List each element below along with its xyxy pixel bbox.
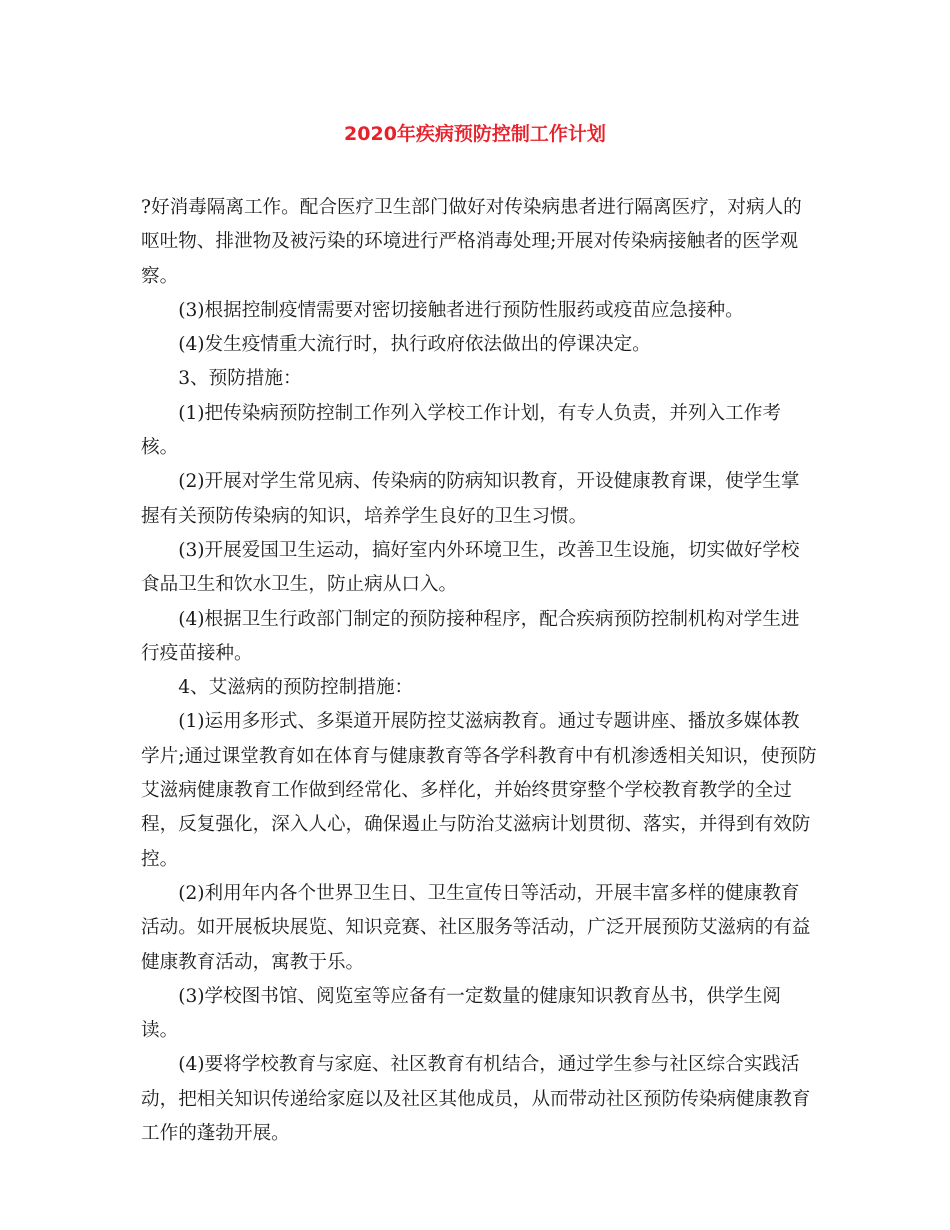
paragraph-hygiene-campaign: (3)开展爱国卫生运动，搞好室内外环境卫生，改善卫生设施，切实做好学校食品卫生和饮水卫生，防止病从口入。 (141, 539, 800, 596)
paragraph-emergency-vaccination: (3)根据控制疫情需要对密切接触者进行预防性服药或疫苗应急接种。 (178, 299, 744, 321)
paragraph-class-suspension: (4)发生疫情重大流行时，执行政府依法做出的停课决定。 (178, 334, 651, 356)
paragraph-community-practice: (4)要将学校教育与家庭、社区教育有机结合，通过学生参与社区综合实践活动，把相关知识传递给家庭以及社区其他成员，从而带动社区预防传染病健康教育工作的蓬勃开展。 (141, 1054, 811, 1145)
paragraph-health-education: (2)开展对学生常见病、传染病的防病知识教育，开设健康教育课，使学生掌握有关预防传染病的知识，培养学生良好的卫生习惯。 (141, 471, 800, 527)
document-title: 2020年疾病预防控制工作计划 (344, 123, 606, 145)
paragraph-library-books: (3)学校图书馆、阅览室等应备有一定数量的健康知识教育丛书，供学生阅读。 (141, 985, 781, 1042)
section-heading-aids-prevention: 4、艾滋病的预防控制措施： (178, 677, 414, 699)
paragraph-vaccination: (4)根据卫生行政部门制定的预防接种程序，配合疾病预防控制机构对学生进行疫苗接种。 (141, 608, 800, 664)
paragraph-disinfection: ?好消毒隔离工作。配合医疗卫生部门做好对传染病患者进行隔离医疗，对病人的呕吐物、排泄物及被污染的环境进行严格消毒处理;开展对传染病接触者的医学观察。 (141, 197, 802, 287)
document-body (141, 191, 817, 1151)
paragraph-aids-education: (1)运用多形式、多渠道开展防控艾滋病教育。通过专题讲座、播放多媒体教学片;通过课堂教育如在体育与健康教育等各学科教育中有机渗透相关知识，使预防艾滋病健康教育工作做到经常化、多样化，并始终贯穿整个学校教育教学的全过程，反复强化，深入人心，确保遏止与防治艾滋病计划贯彻、落实，并得到有效防控。 (141, 711, 817, 870)
paragraph-health-days: (2)利用年内各个世界卫生日、卫生宣传日等活动，开展丰富多样的健康教育活动。如开展板块展览、知识竞赛、社区服务等活动，广泛开展预防艾滋病的有益健康教育活动，寓教于乐。 (141, 882, 811, 973)
paragraph-work-plan: (1)把传染病预防控制工作列入学校工作计划，有专人负责，并列入工作考核。 (141, 402, 781, 459)
section-heading-prevention-measures: 3、预防措施： (178, 368, 302, 390)
